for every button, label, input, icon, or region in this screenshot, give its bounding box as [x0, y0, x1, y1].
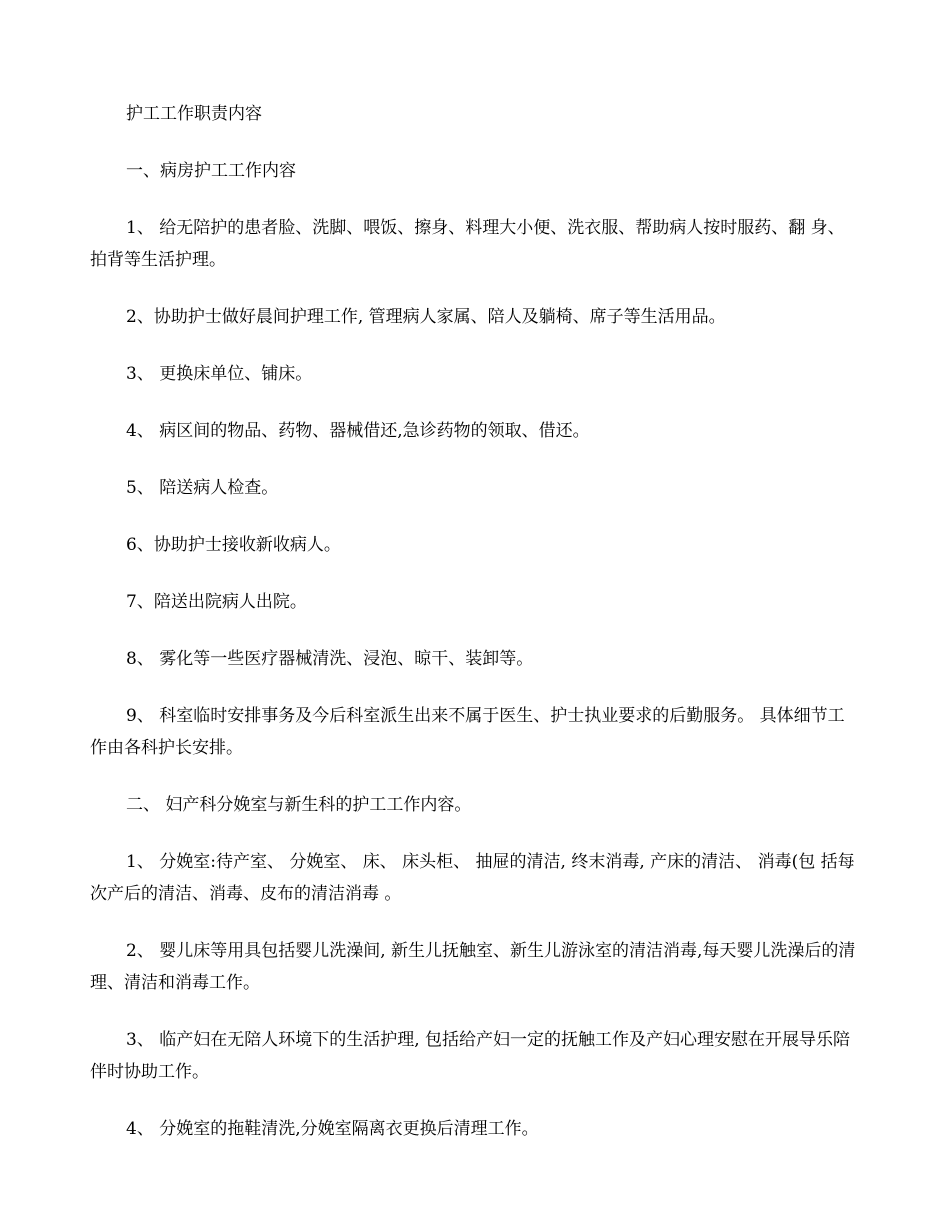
section1-item: 7、陪送出院病人出院。	[126, 592, 307, 612]
section1-item: 2、协助护士做好晨间护理工作, 管理病人家属、陪人及躺椅、席子等生活用品。	[126, 307, 726, 327]
section1-item: 6、协助护士接收新收病人。	[126, 535, 341, 555]
section1-item: 9、 科室临时安排事务及今后科室派生出来不属于医生、护士执业要求的后勤服务。 具体细节工作由各科护长安排。	[90, 706, 845, 758]
section2-heading: 二、 妇产科分娩室与新生科的护工工作内容。	[126, 795, 472, 815]
section2-item: 2、 婴儿床等用具包括婴儿洗澡间, 新生儿抚触室、新生儿游泳室的清洁消毒,每天婴儿洗澡后的清理、清洁和消毒工作。	[90, 941, 856, 993]
section2-item: 4、 分娩室的拖鞋清洗,分娩室隔离衣更换后清理工作。	[126, 1119, 539, 1139]
section1-item: 5、 陪送病人检查。	[126, 478, 279, 498]
document-body	[90, 98, 860, 1170]
section1-item: 3、 更换床单位、铺床。	[126, 364, 313, 384]
section1-item: 4、 病区间的物品、药物、器械借还,急诊药物的领取、借还。	[126, 421, 590, 441]
section2-item: 1、 分娩室:待产室、 分娩室、 床、 床头柜、 抽屉的清洁, 终末消毒, 产床的清洁、 消毒(包 括每次产后的清洁、消毒、皮布的清洁消毒 。	[90, 852, 855, 904]
section1-item: 8、 雾化等一些医疗器械清洗、浸泡、晾干、装卸等。	[126, 649, 534, 669]
section1-item: 1、 给无陪护的患者脸、洗脚、喂饭、擦身、料理大小便、洗衣服、帮助病人按时服药、翻 身、拍背等生活护理。	[90, 218, 845, 270]
section2-item: 3、 临产妇在无陪人环境下的生活护理, 包括给产妇一定的抚触工作及产妇心理安慰在开展导乐陪伴时协助工作。	[90, 1030, 851, 1082]
section1-heading: 一、病房护工工作内容	[126, 161, 296, 181]
document-title: 护工工作职责内容	[126, 104, 262, 124]
